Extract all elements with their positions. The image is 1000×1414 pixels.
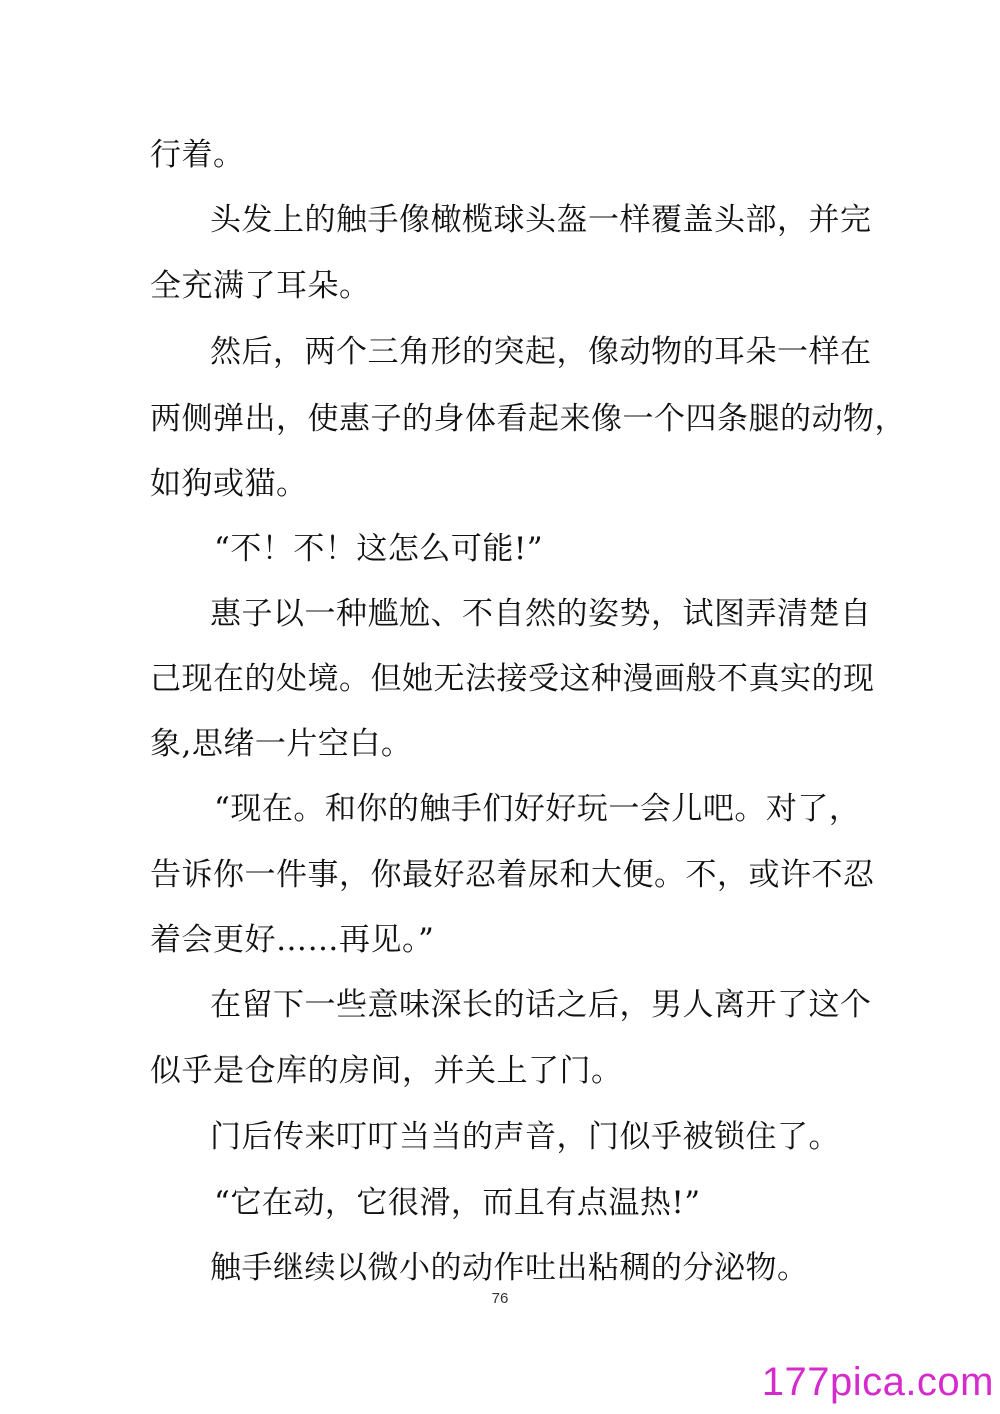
text-line: 如狗或猫。 [150,466,308,502]
text-line: 门后传来叮叮当当的声音，门似乎被锁住了。 [210,1119,840,1155]
text-line: 己现在的处境。但她无法接受这种漫画般不真实的现 [150,661,875,697]
text-line: 在留下一些意味深长的话之后，男人离开了这个 [210,987,872,1023]
text-line: 着会更好……再见。” [150,922,435,958]
watermark: 177pica.com [761,1360,994,1404]
text-line: “现在。和你的触手们好好玩一会儿吧。对了， [214,791,861,827]
text-line: 头发上的触手像橄榄球头盔一样覆盖头部，并完 [210,202,872,238]
text-line: 似乎是仓库的房间，并关上了门。 [150,1053,623,1089]
text-line: 全充满了耳朵。 [150,268,371,304]
text-line: 惠子以一种尴尬、不自然的姿势，试图弄清楚自 [210,596,872,632]
text-line: 象,思绪一片空白。 [150,726,413,762]
text-line: 然后，两个三角形的突起，像动物的耳朵一样在 [210,334,872,370]
text-line: 触手继续以微小的动作吐出粘稠的分泌物。 [210,1250,809,1286]
text-line: 告诉你一件事，你最好忍着尿和大便。不，或许不忍 [150,857,875,893]
text-line: “它在动，它很滑，而且有点温热!” [214,1185,701,1221]
text-line: “不！不！这怎么可能!” [214,531,544,567]
text-line: 两侧弹出，使惠子的身体看起来像一个四条腿的动物， [150,401,906,437]
page-number: 76 [491,1290,509,1307]
text-line: 行着。 [150,137,245,173]
